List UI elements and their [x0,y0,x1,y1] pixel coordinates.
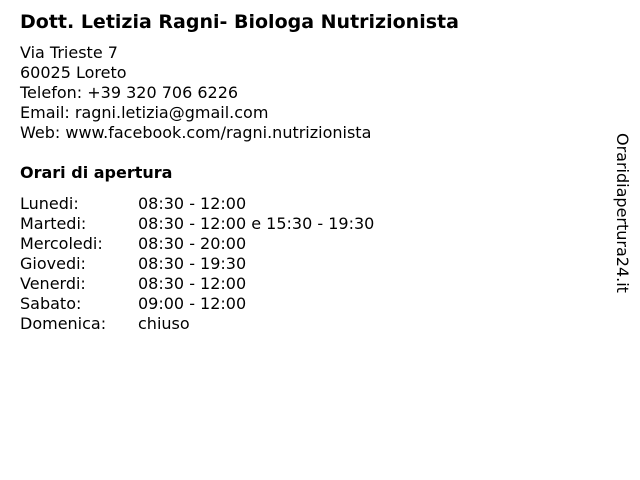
time-value: 08:30 - 19:30 [138,254,247,273]
day-label: Venerdi: [20,274,86,293]
hours-row-sunday [20,314,440,334]
hours-row-monday [20,194,440,214]
time-value: 08:30 - 12:00 [138,194,247,213]
day-label: Martedi: [20,214,87,233]
hours-row-wednesday [20,234,440,254]
contact-info [20,43,371,143]
hours-row-friday [20,274,440,294]
time-value: 09:00 - 12:00 [138,294,247,313]
address-city: 60025 Loreto [20,63,127,82]
phone-number: Telefon: +39 320 706 6226 [20,83,239,102]
hours-row-saturday [20,294,440,314]
page-title: Dott. Letizia Ragni- Biologa Nutrizionista [20,11,459,33]
time-value: 08:30 - 12:00 [138,274,247,293]
email-address: Email: ragni.letizia@gmail.com [20,103,269,122]
time-value: chiuso [138,314,190,333]
day-label: Mercoledi: [20,234,103,253]
time-value: 08:30 - 12:00 e 15:30 - 19:30 [138,214,375,233]
hours-row-thursday [20,254,440,274]
brand-site-name: Oraridiapertura24.it [613,133,632,293]
day-label: Domenica: [20,314,107,333]
opening-hours-heading: Orari di apertura [20,163,173,182]
hours-row-tuesday [20,214,440,234]
opening-hours-table [20,194,440,334]
website-url: Web: www.facebook.com/ragni.nutrizionista [20,123,372,142]
address-street: Via Trieste 7 [20,43,118,62]
day-label: Sabato: [20,294,82,313]
time-value: 08:30 - 20:00 [138,234,247,253]
day-label: Lunedi: [20,194,79,213]
brand-watermark [612,133,632,308]
day-label: Giovedi: [20,254,86,273]
